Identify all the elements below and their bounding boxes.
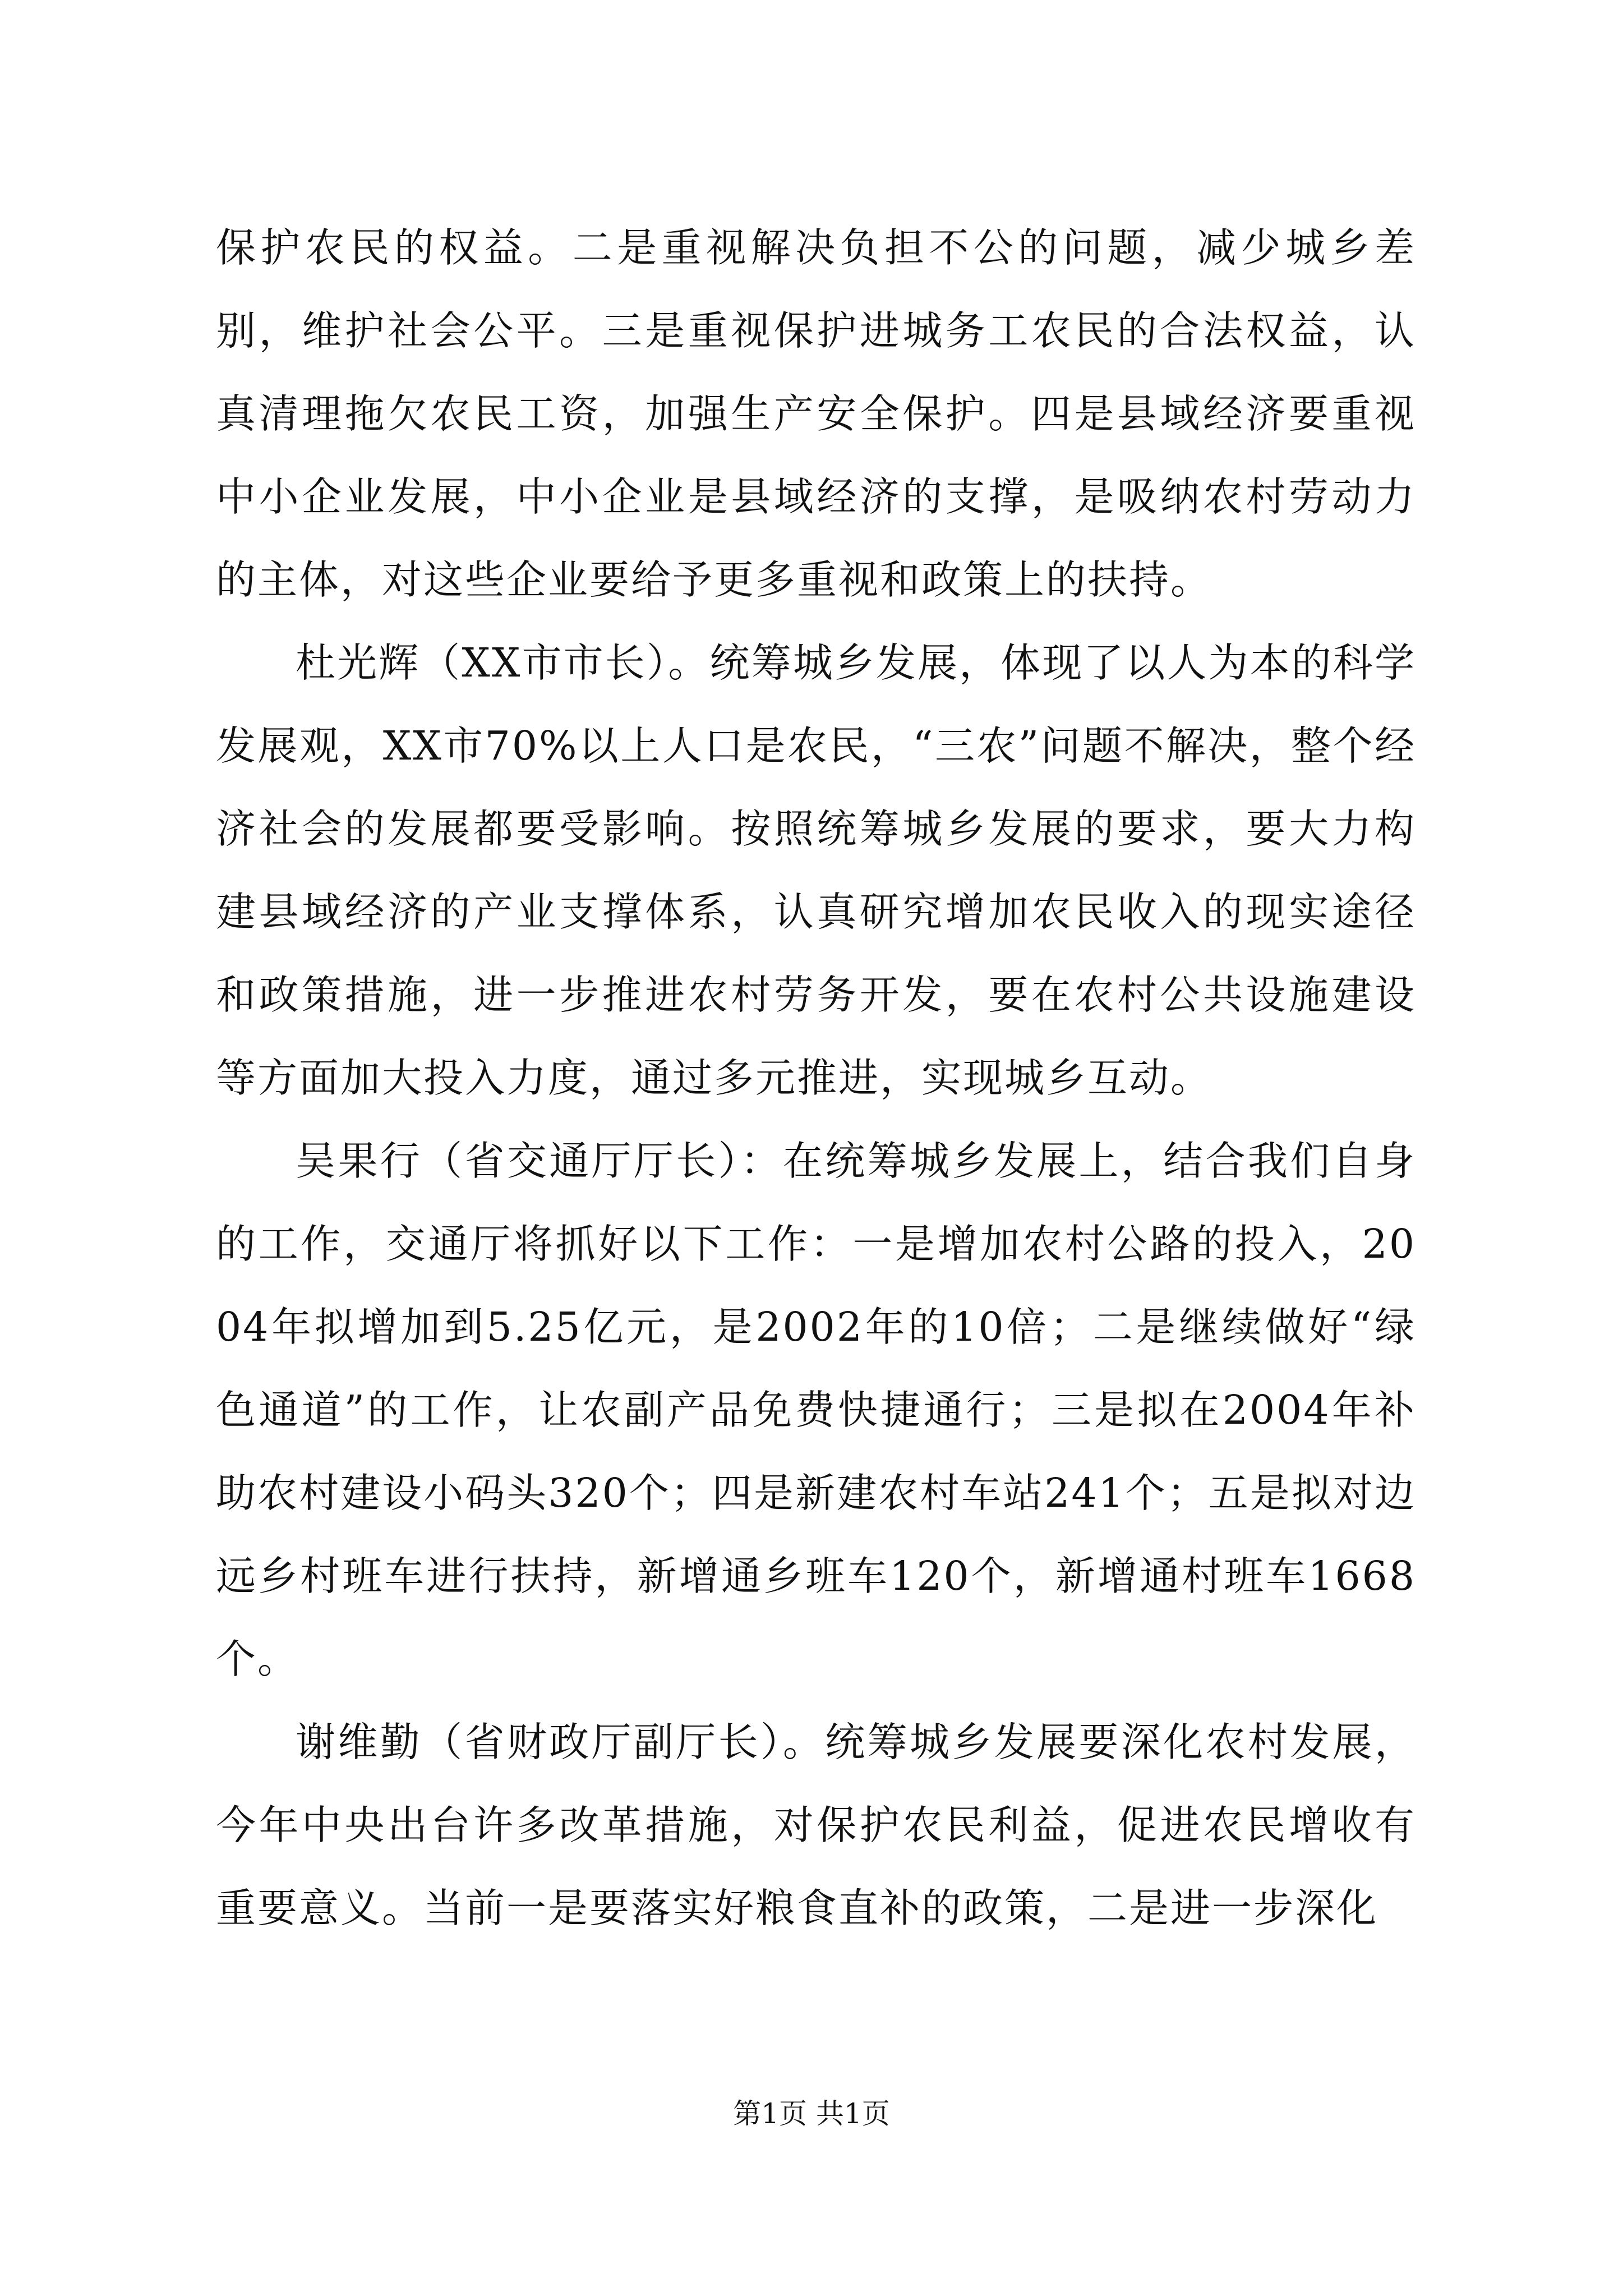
paragraph-du-guanghui: 杜光辉（XX市市长）。统筹城乡发展，体现了以人为本的科学发展观，XX市70%以上人口是农民，“三农”问题不解决，整个经济社会的发展都要受影响。按照统筹城乡发展的要求，要大力构建县域经济的产业支撑体系，认真研究增加农民收入的现实途径和政策措施，进一步推进农村劳务开发，要在农村公共设施建设等方面加大投入力度，通过多元推进，实现城乡互动。 [216,639,1416,1101]
document-body [216,206,1416,1950]
paragraph-wu-guoxing: 吴果行（省交通厅厅长）：在统筹城乡发展上，结合我们自身的工作，交通厅将抓好以下工作：一是增加农村公路的投入，2004年拟增加到5.25亿元，是2002年的10倍；二是继续做好“绿色通道”的工作，让农副产品免费快捷通行；三是拟在2004年补助农村建设小码头320个；四是新建农村车站241个；五是拟对边远乡村班车进行扶持，新增通乡班车120个，新增通村班车1668个。 [216,1138,1416,1682]
paragraph-xie-weiqin: 谢维勤（省财政厅副厅长）。统筹城乡发展要深化农村发展，今年中央出台许多改革措施，对保护农民利益，促进农民增收有重要意义。当前一是要落实好粮食直补的政策，二是进一步深化 [216,1719,1416,1931]
paragraph-continued: 保护农民的权益。二是重视解决负担不公的问题，减少城乡差别，维护社会公平。三是重视保护进城务工农民的合法权益，认真清理拖欠农民工资，加强生产安全保护。四是县域经济要重视中小企业发展，中小企业是县域经济的支撑，是吸纳农村劳动力的主体，对这些企业要给予更多重视和政策上的扶持。 [216,224,1416,603]
page-footer: 第1页 共1页 [733,2097,890,2130]
